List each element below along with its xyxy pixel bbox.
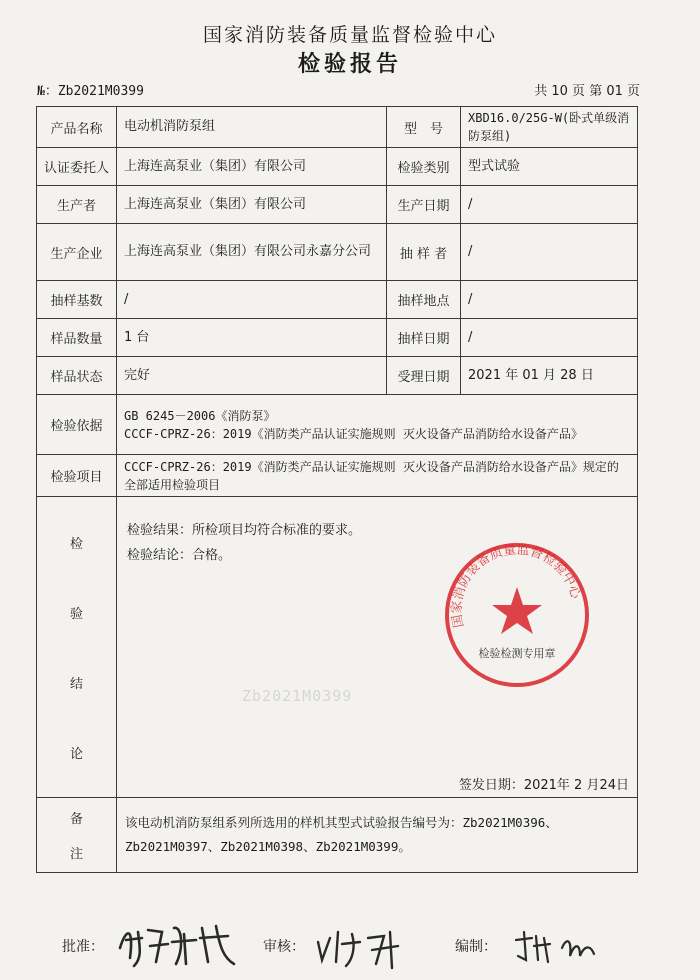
label-production-date: 生产日期 (387, 186, 461, 224)
table-row (37, 281, 638, 319)
issuing-organization: 国家消防装备质量监督检验中心 (202, 24, 497, 46)
issue-date: 签发日期：2021年 2 月24日 (458, 778, 629, 793)
label-client: 认证委托人 (37, 148, 117, 186)
table-row (37, 186, 638, 224)
conclusion-label-char: 结 (69, 676, 83, 692)
label-sampler: 抽 样 者 (387, 224, 461, 281)
label-sample-date: 抽样日期 (387, 319, 461, 357)
label-conclusion (37, 497, 117, 798)
label-receive-date: 受理日期 (387, 357, 461, 395)
reviewer-signature (312, 924, 412, 970)
value-sample-quantity: 1 台 (117, 319, 387, 357)
table-row (37, 319, 638, 357)
value-factory: 上海连高泵业（集团）有限公司永嘉分公司 (117, 224, 387, 281)
label-producer: 生产者 (37, 186, 117, 224)
review-label: 审核： (263, 939, 305, 955)
approve-label: 批准： (62, 939, 104, 955)
seal-arc-text: 国家消防装备质量监督检验中心 (449, 542, 583, 629)
value-producer: 上海连高泵业（集团）有限公司 (117, 186, 387, 224)
conclusion-label-char: 检 (69, 536, 83, 552)
label-test-basis: 检验依据 (37, 395, 117, 455)
label-sample-state: 样品状态 (37, 357, 117, 395)
signature-footer (0, 928, 700, 968)
approver-signature (112, 918, 242, 970)
label-remarks (37, 798, 117, 873)
report-table (36, 106, 638, 873)
value-receive-date: 2021 年 01 月 28 日 (461, 357, 638, 395)
label-test-type: 检验类别 (387, 148, 461, 186)
table-row (37, 107, 638, 148)
official-seal (437, 535, 597, 695)
compile-label: 编制： (455, 939, 497, 955)
value-test-type: 型式试验 (461, 148, 638, 186)
remarks-row (37, 798, 638, 873)
test-basis-line-2: CCCF-CPRZ-26：2019《消防类产品认证实施规则 灭火设备产品消防给水设备产品》 (124, 426, 583, 441)
report-title: 检验报告 (297, 52, 402, 77)
test-basis-line-1: GB 6245－2006《消防泵》 (124, 408, 276, 423)
seal-sub-text: 检验检测专用章 (478, 647, 556, 660)
value-sample-place: / (461, 281, 638, 319)
value-production-date: / (461, 186, 638, 224)
value-sampler: / (461, 224, 638, 281)
conclusion-label-char: 验 (69, 606, 83, 622)
value-test-basis (117, 395, 638, 455)
star-icon (492, 587, 542, 634)
value-client: 上海连高泵业（集团）有限公司 (117, 148, 387, 186)
label-factory: 生产企业 (37, 224, 117, 281)
test-verdict: 检验结论：合格。 (127, 548, 232, 563)
table-row (37, 395, 638, 455)
label-sample-place: 抽样地点 (387, 281, 461, 319)
table-row (37, 357, 638, 395)
compiler-signature (510, 926, 600, 966)
report-number: №：Zb2021M0399 (37, 84, 144, 99)
label-sample-base: 抽样基数 (37, 281, 117, 319)
table-row (37, 224, 638, 281)
table-row (37, 455, 638, 497)
value-sample-date: / (461, 319, 638, 357)
label-sample-quantity: 样品数量 (37, 319, 117, 357)
table-row (37, 148, 638, 186)
label-product-name: 产品名称 (37, 107, 117, 148)
remarks-label-char: 注 (69, 847, 83, 862)
conclusion-row (37, 497, 638, 798)
value-test-items: CCCF-CPRZ-26：2019《消防类产品认证实施规则 灭火设备产品消防给水设备产品》规定的全部适用检验项目 (117, 455, 638, 497)
page-count: 共 10 页 第 01 页 (534, 84, 640, 99)
remarks-text: 该电动机消防泵组系列所选用的样机其型式试验报告编号为：Zb2021M0396、Zb2021M0397、Zb2021M0398、Zb2021M0399。 (117, 798, 638, 873)
value-model: XBD16.0/25G-W(卧式单级消防泵组) (461, 107, 638, 148)
remarks-label-char: 备 (69, 812, 83, 827)
value-sample-state: 完好 (117, 357, 387, 395)
watermark: Zb2021M0399 (242, 687, 353, 705)
conclusion-label-char: 论 (69, 746, 83, 762)
conclusion-cell (117, 497, 638, 798)
test-result: 检验结果：所检项目均符合标准的要求。 (127, 523, 362, 538)
value-sample-base: / (117, 281, 387, 319)
label-model: 型 号 (387, 107, 461, 148)
value-product-name: 电动机消防泵组 (117, 107, 387, 148)
label-test-items: 检验项目 (37, 455, 117, 497)
